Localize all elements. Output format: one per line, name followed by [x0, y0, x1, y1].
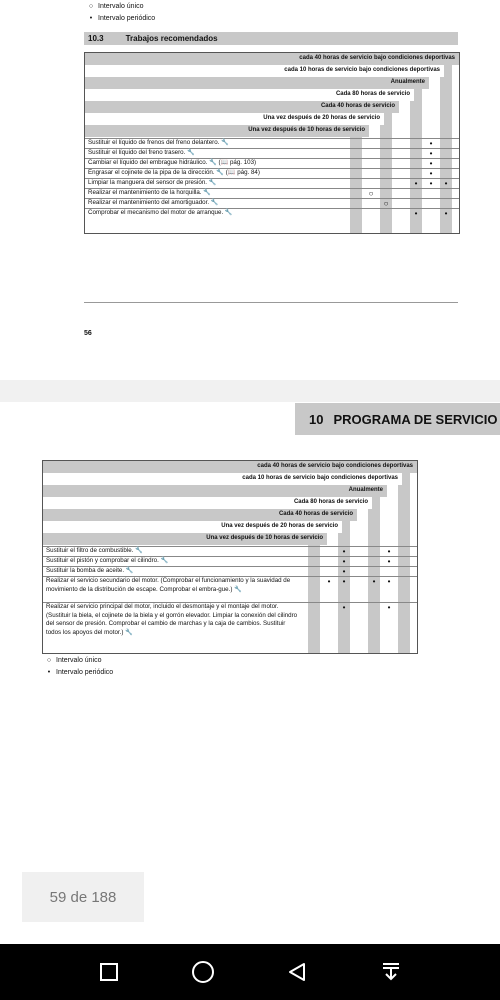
legend-bottom	[42, 655, 113, 679]
periodic-interval-mark: •	[414, 179, 418, 188]
periodic-interval-mark: •	[342, 547, 346, 556]
table-row-text: Realizar el servicio secundario del motor. (Comprobar el funcionamiento y la suavidad de movimiento de la distribución de escape. Comprobar el embra-gue.) 🔧	[46, 577, 291, 593]
recent-apps-icon	[99, 962, 119, 982]
table-row-text: Sustituir el filtro de combustible. 🔧	[46, 547, 143, 554]
home-button[interactable]	[185, 954, 221, 990]
periodic-interval-mark: •	[387, 557, 391, 566]
table-row-text: Realizar el servicio principal del motor, incluido el desmontaje y el montaje del motor. (Sustituir la biela, el cojinete de la biela y el gorrón elevador. Limpiar la conexión del cilindro del sensor de presión. Comprobar el cambio de marchas y la caja de cambios. Sustituir todos los apoyos del motor.) 🔧	[46, 603, 298, 636]
table-header: Cada 40 horas de servicio	[85, 101, 399, 113]
table-header: Cada 80 horas de servicio	[85, 89, 414, 101]
document-page-56	[0, 0, 500, 380]
periodic-interval-mark: •	[342, 603, 346, 612]
table-header: Anualmente	[43, 485, 387, 497]
periodic-interval-mark: •	[327, 577, 331, 586]
legend-top	[84, 1, 155, 25]
page-indicator[interactable]: 59 de 188	[22, 872, 144, 922]
table-header: Una vez después de 10 horas de servicio	[43, 533, 327, 545]
download-button[interactable]	[373, 954, 409, 990]
page-gap	[0, 380, 500, 402]
table-row-text: Cambiar el líquido del embrague hidráulico. 🔧 (📖 pág. 103)	[88, 159, 257, 166]
table-header: Una vez después de 20 horas de servicio	[85, 113, 384, 125]
maintenance-table	[84, 52, 460, 234]
table-header: cada 10 horas de servicio bajo condiciones deportivas	[85, 65, 444, 77]
system-navigation-bar	[0, 944, 500, 1000]
table-header: Una vez después de 10 horas de servicio	[85, 125, 369, 137]
legend-item-periodic: • Intervalo periódico	[89, 15, 156, 22]
legend-item-periodic: • Intervalo periódico	[47, 669, 114, 676]
table-header: Cada 80 horas de servicio	[43, 497, 372, 509]
periodic-interval-mark: •	[444, 209, 448, 218]
periodic-interval-mark: •	[429, 179, 433, 188]
periodic-interval-mark: •	[444, 179, 448, 188]
periodic-interval-mark: •	[414, 209, 418, 218]
legend-item-single: ○ Intervalo único	[46, 657, 102, 664]
table-row-text: Sustituir el pistón y comprobar el cilindro. 🔧	[46, 557, 169, 564]
page-footer-rule	[84, 302, 458, 303]
table-column-strip	[440, 53, 452, 233]
table-row-text: Sustituir la bomba de aceite. 🔧	[46, 567, 134, 574]
table-header: Anualmente	[85, 77, 429, 89]
table-row-text: Sustituir el líquido de frenos del freno delantero. 🔧	[88, 139, 229, 146]
table-header: cada 40 horas de servicio bajo condiciones deportivas	[43, 461, 417, 473]
periodic-interval-mark: •	[429, 169, 433, 178]
table-header: cada 40 horas de servicio bajo condiciones deportivas	[85, 53, 459, 65]
periodic-interval-mark: •	[429, 139, 433, 148]
section-title: Trabajos recomendados	[125, 34, 218, 43]
legend-item-single: ○ Intervalo único	[88, 3, 144, 10]
page-number: 56	[84, 330, 92, 337]
back-icon	[286, 961, 308, 983]
table-row-text: Sustituir el líquido del freno trasero. 🔧	[88, 149, 195, 156]
service-schedule-table	[42, 460, 418, 654]
periodic-interval-mark: •	[429, 149, 433, 158]
chapter-header	[295, 403, 500, 435]
single-interval-mark: ○	[383, 199, 389, 208]
recent-apps-button[interactable]	[91, 954, 127, 990]
table-row-text: Realizar el mantenimiento de la horquilla. 🔧	[88, 189, 211, 196]
table-row-text: Engrasar el cojinete de la pipa de la dirección. 🔧 (📖 pág. 84)	[88, 169, 260, 176]
download-icon	[380, 961, 402, 983]
back-button[interactable]	[279, 954, 315, 990]
table-row-text: Limpiar la manguera del sensor de presión. 🔧	[88, 179, 217, 186]
table-row-text: Comprobar el mecanismo del motor de arranque. 🔧	[88, 209, 233, 216]
periodic-interval-mark: •	[342, 567, 346, 576]
table-row-text: Realizar el mantenimiento del amortiguador. 🔧	[88, 199, 219, 206]
periodic-interval-mark: •	[372, 577, 376, 586]
section-number: 10.3	[88, 34, 104, 43]
table-column-strip	[398, 461, 410, 653]
table-header: cada 10 horas de servicio bajo condiciones deportivas	[43, 473, 402, 485]
table-header: Cada 40 horas de servicio	[43, 509, 357, 521]
periodic-interval-mark: •	[387, 547, 391, 556]
periodic-interval-mark: •	[342, 557, 346, 566]
periodic-interval-mark: •	[342, 577, 346, 586]
periodic-interval-mark: •	[429, 159, 433, 168]
single-interval-mark: ○	[368, 189, 374, 198]
periodic-interval-mark: •	[387, 577, 391, 586]
section-header	[84, 32, 458, 45]
periodic-interval-mark: •	[387, 603, 391, 612]
home-icon	[191, 960, 215, 984]
chapter-title: PROGRAMA DE SERVICIO	[333, 411, 498, 427]
chapter-number: 10	[309, 411, 324, 427]
table-header: Una vez después de 20 horas de servicio	[43, 521, 342, 533]
